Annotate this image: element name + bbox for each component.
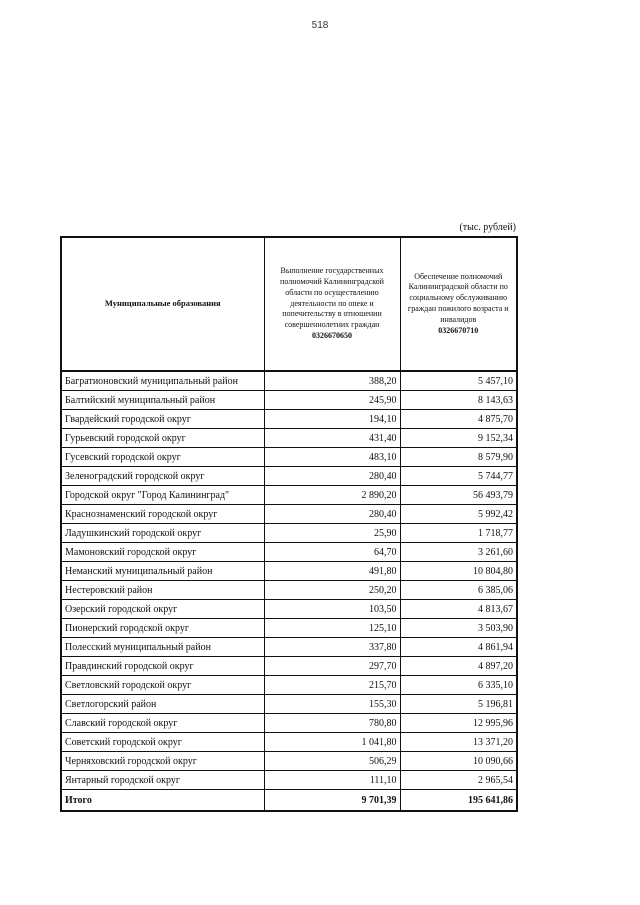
guardianship-value-cell: 297,70 — [264, 657, 400, 676]
social-services-value-cell: 56 493,79 — [400, 486, 517, 505]
header-guardianship — [264, 237, 400, 371]
table-row — [61, 410, 517, 429]
guardianship-value-cell: 1 041,80 — [264, 733, 400, 752]
table-row — [61, 676, 517, 695]
guardianship-value-cell: 280,40 — [264, 505, 400, 524]
municipality-cell: Светлогорский район — [61, 695, 264, 714]
municipality-cell: Балтийский муниципальный район — [61, 391, 264, 410]
table-row — [61, 448, 517, 467]
social-services-value-cell: 13 371,20 — [400, 733, 517, 752]
guardianship-value-cell: 337,80 — [264, 638, 400, 657]
social-services-value-cell: 5 196,81 — [400, 695, 517, 714]
units-label: (тыс. рублей) — [459, 222, 516, 233]
municipality-cell: Озерский городской округ — [61, 600, 264, 619]
social-services-value-cell: 5 457,10 — [400, 371, 517, 391]
guardianship-value-cell: 483,10 — [264, 448, 400, 467]
page-number: 518 — [311, 20, 329, 31]
guardianship-value-cell: 194,10 — [264, 410, 400, 429]
header-municipalities: Муниципальные образования — [61, 237, 264, 371]
social-services-value-cell: 6 335,10 — [400, 676, 517, 695]
social-services-value-cell: 10 090,66 — [400, 752, 517, 771]
table-row — [61, 695, 517, 714]
guardianship-value-cell: 111,10 — [264, 771, 400, 790]
municipality-cell: Славский городской округ — [61, 714, 264, 733]
table-row — [61, 638, 517, 657]
guardianship-value-cell: 245,90 — [264, 391, 400, 410]
social-services-value-cell: 1 718,77 — [400, 524, 517, 543]
budget-table — [60, 236, 518, 812]
header-guardianship-text: Выполнение государственных полномочий Калининградской области по осуществлению деятельности по опеке и попечительству в отношении совершеннолетних граждан — [280, 266, 384, 330]
table-row — [61, 467, 517, 486]
social-services-value-cell: 4 861,94 — [400, 638, 517, 657]
social-services-value-cell: 3 261,60 — [400, 543, 517, 562]
table-row — [61, 543, 517, 562]
total-guardianship: 9 701,39 — [264, 790, 400, 812]
table-row — [61, 657, 517, 676]
guardianship-value-cell: 431,40 — [264, 429, 400, 448]
social-services-value-cell: 6 385,06 — [400, 581, 517, 600]
header-social-services-text: Обеспечение полномочий Калининградской области по социальному обслуживанию граждан пожилого возраста и инвалидов — [407, 271, 509, 324]
municipality-cell: Нестеровский район — [61, 581, 264, 600]
municipality-cell: Полесский муниципальный район — [61, 638, 264, 657]
social-services-value-cell: 8 579,90 — [400, 448, 517, 467]
social-services-value-cell: 8 143,63 — [400, 391, 517, 410]
guardianship-value-cell: 780,80 — [264, 714, 400, 733]
table-row — [61, 600, 517, 619]
table-header — [61, 237, 517, 371]
municipality-cell: Гвардейский городской округ — [61, 410, 264, 429]
municipality-cell: Советский городской округ — [61, 733, 264, 752]
table-row — [61, 505, 517, 524]
guardianship-value-cell: 215,70 — [264, 676, 400, 695]
table-row — [61, 619, 517, 638]
social-services-value-cell: 4 813,67 — [400, 600, 517, 619]
table-row — [61, 486, 517, 505]
social-services-value-cell: 5 992,42 — [400, 505, 517, 524]
municipality-cell: Гурьевский городской округ — [61, 429, 264, 448]
municipality-cell: Черняховский городской округ — [61, 752, 264, 771]
total-row — [61, 790, 517, 812]
total-social-services: 195 641,86 — [400, 790, 517, 812]
municipality-cell: Правдинский городской округ — [61, 657, 264, 676]
table-row — [61, 562, 517, 581]
table-row — [61, 429, 517, 448]
social-services-value-cell: 2 965,54 — [400, 771, 517, 790]
social-services-value-cell: 10 804,80 — [400, 562, 517, 581]
table-row — [61, 752, 517, 771]
table-body — [61, 371, 517, 790]
table-row — [61, 714, 517, 733]
municipality-cell: Краснознаменский городской округ — [61, 505, 264, 524]
municipality-cell: Светловский городской округ — [61, 676, 264, 695]
table-row — [61, 771, 517, 790]
guardianship-value-cell: 491,80 — [264, 562, 400, 581]
guardianship-value-cell: 125,10 — [264, 619, 400, 638]
header-social-services — [400, 237, 517, 371]
table-row — [61, 371, 517, 391]
social-services-value-cell: 12 995,96 — [400, 714, 517, 733]
municipality-cell: Янтарный городской округ — [61, 771, 264, 790]
table-row — [61, 524, 517, 543]
header-social-services-code: 0326670710 — [438, 325, 479, 335]
social-services-value-cell: 4 875,70 — [400, 410, 517, 429]
social-services-value-cell: 4 897,20 — [400, 657, 517, 676]
guardianship-value-cell: 506,29 — [264, 752, 400, 771]
municipality-cell: Ладушкинский городской округ — [61, 524, 264, 543]
table-row — [61, 581, 517, 600]
municipality-cell: Багратионовский муниципальный район — [61, 371, 264, 391]
guardianship-value-cell: 25,90 — [264, 524, 400, 543]
guardianship-value-cell: 280,40 — [264, 467, 400, 486]
municipality-cell: Неманский муниципальный район — [61, 562, 264, 581]
municipality-cell: Мамоновский городской округ — [61, 543, 264, 562]
guardianship-value-cell: 103,50 — [264, 600, 400, 619]
social-services-value-cell: 9 152,34 — [400, 429, 517, 448]
table-row — [61, 733, 517, 752]
social-services-value-cell: 3 503,90 — [400, 619, 517, 638]
guardianship-value-cell: 250,20 — [264, 581, 400, 600]
municipality-cell: Пионерский городской округ — [61, 619, 264, 638]
header-guardianship-code: 0326670650 — [312, 330, 352, 340]
guardianship-value-cell: 64,70 — [264, 543, 400, 562]
municipality-cell: Городской округ "Город Калининград" — [61, 486, 264, 505]
guardianship-value-cell: 388,20 — [264, 371, 400, 391]
guardianship-value-cell: 155,30 — [264, 695, 400, 714]
municipality-cell: Гусевский городской округ — [61, 448, 264, 467]
municipality-cell: Зеленоградский городской округ — [61, 467, 264, 486]
social-services-value-cell: 5 744,77 — [400, 467, 517, 486]
table-row — [61, 391, 517, 410]
total-label: Итого — [61, 790, 264, 812]
guardianship-value-cell: 2 890,20 — [264, 486, 400, 505]
